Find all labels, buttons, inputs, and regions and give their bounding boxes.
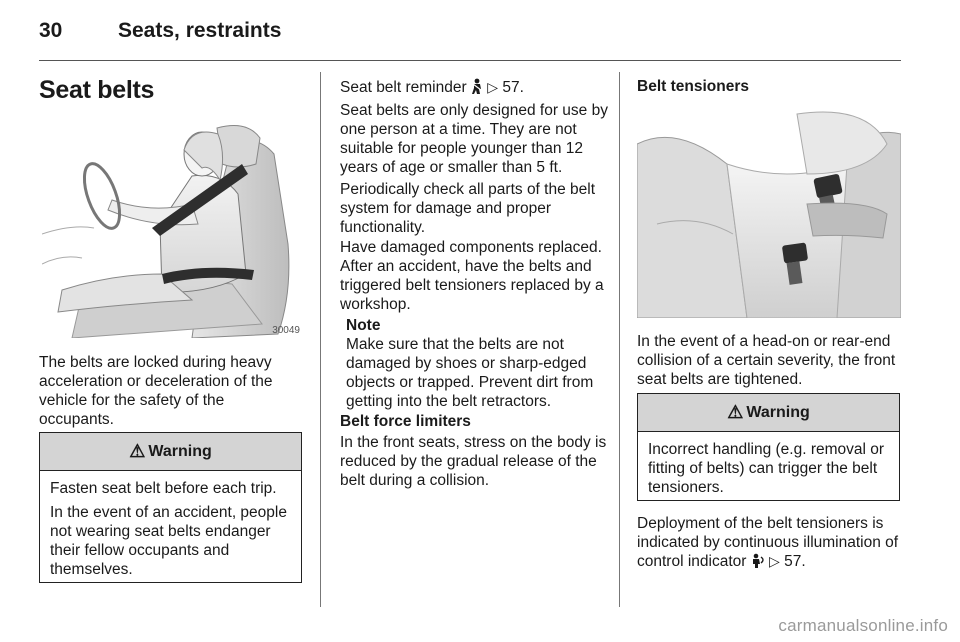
damaged-paragraph: Have damaged components replaced. After an accident, have the belts and triggered belt tensioners replaced by a workshop. (340, 239, 604, 313)
driver-seatbelt-illustration (42, 124, 304, 338)
warning-triangle-icon: ⚠ (727, 402, 744, 422)
limiters-paragraph: In the front seats, stress on the body is reduced by the gradual release of the belt during a collision. (340, 434, 607, 489)
watermark: carmanualsonline.info (778, 616, 948, 635)
page-reference-icon: ▷ (487, 79, 499, 95)
belt-tensioners-heading: Belt tensioners (637, 78, 749, 95)
deploy-prefix: Deployment of the belt tensioners is indicated by continuous illumination of control indicator (637, 515, 899, 570)
deployment-paragraph (637, 514, 905, 571)
check-paragraph: Periodically check all parts of the belt system for damage and proper functionality. (340, 181, 596, 236)
note-label: Note (346, 317, 381, 334)
header-rule (39, 60, 901, 61)
designed-paragraph: Seat belts are only designed for use by one person at a time. They are not suitable for people younger than 12 years of age or smaller than 5 ft. (340, 102, 608, 176)
belt-buckle-illustration (637, 104, 901, 318)
belt-buckle-drawing (637, 104, 901, 318)
page-number: 30 (39, 19, 63, 42)
warning-text-2: In the event of an accident, people not wearing seat belts endanger their fellow occupants and themselves. (50, 504, 287, 578)
warning-box-seatbelts (39, 432, 302, 583)
collision-paragraph: In the event of a head-on or rear-end collision of a certain severity, the front seat belts are tightened. (637, 333, 896, 388)
column-divider-1 (320, 72, 321, 607)
warning-triangle-icon: ⚠ (129, 441, 146, 461)
column-divider-2 (619, 72, 620, 607)
warning-title: Warning (148, 442, 212, 460)
warning-header (40, 433, 301, 471)
warning-box-tensioners (637, 393, 900, 501)
note-block (346, 316, 608, 411)
warning-title: Warning (746, 403, 810, 421)
chapter-title: Seats, restraints (118, 19, 282, 42)
belts-locked-paragraph: The belts are locked during heavy acceleration or deceleration of the vehicle for the safety of the occupants. (39, 354, 273, 428)
seatbelt-reminder-line (340, 78, 610, 97)
note-text: Make sure that the belts are not damaged by shoes or sharp-edged objects or trapped. Prevent dirt from getting into the belt retractors. (346, 336, 594, 410)
belt-force-limiters-heading: Belt force limiters (340, 413, 471, 430)
section-title: Seat belts (39, 76, 155, 104)
reminder-prefix: Seat belt reminder (340, 79, 471, 96)
belt-tensioner-indicator-icon (751, 553, 769, 570)
warning-text-1: Fasten seat belt before each trip. (50, 480, 277, 497)
deploy-page-link[interactable]: 57. (784, 553, 806, 570)
page-reference-icon: ▷ (769, 553, 780, 569)
warning-text: Incorrect handling (e.g. removal or fitting of belts) can trigger the belt tensioners. (648, 441, 885, 496)
warning-body (638, 432, 899, 505)
warning-body (40, 471, 301, 587)
figure-code: 30049 (272, 325, 300, 336)
seatbelt-reminder-icon (471, 79, 487, 96)
reminder-page-link[interactable]: 57. (502, 79, 524, 96)
driver-seatbelt-drawing (42, 124, 304, 338)
warning-header (638, 394, 899, 432)
